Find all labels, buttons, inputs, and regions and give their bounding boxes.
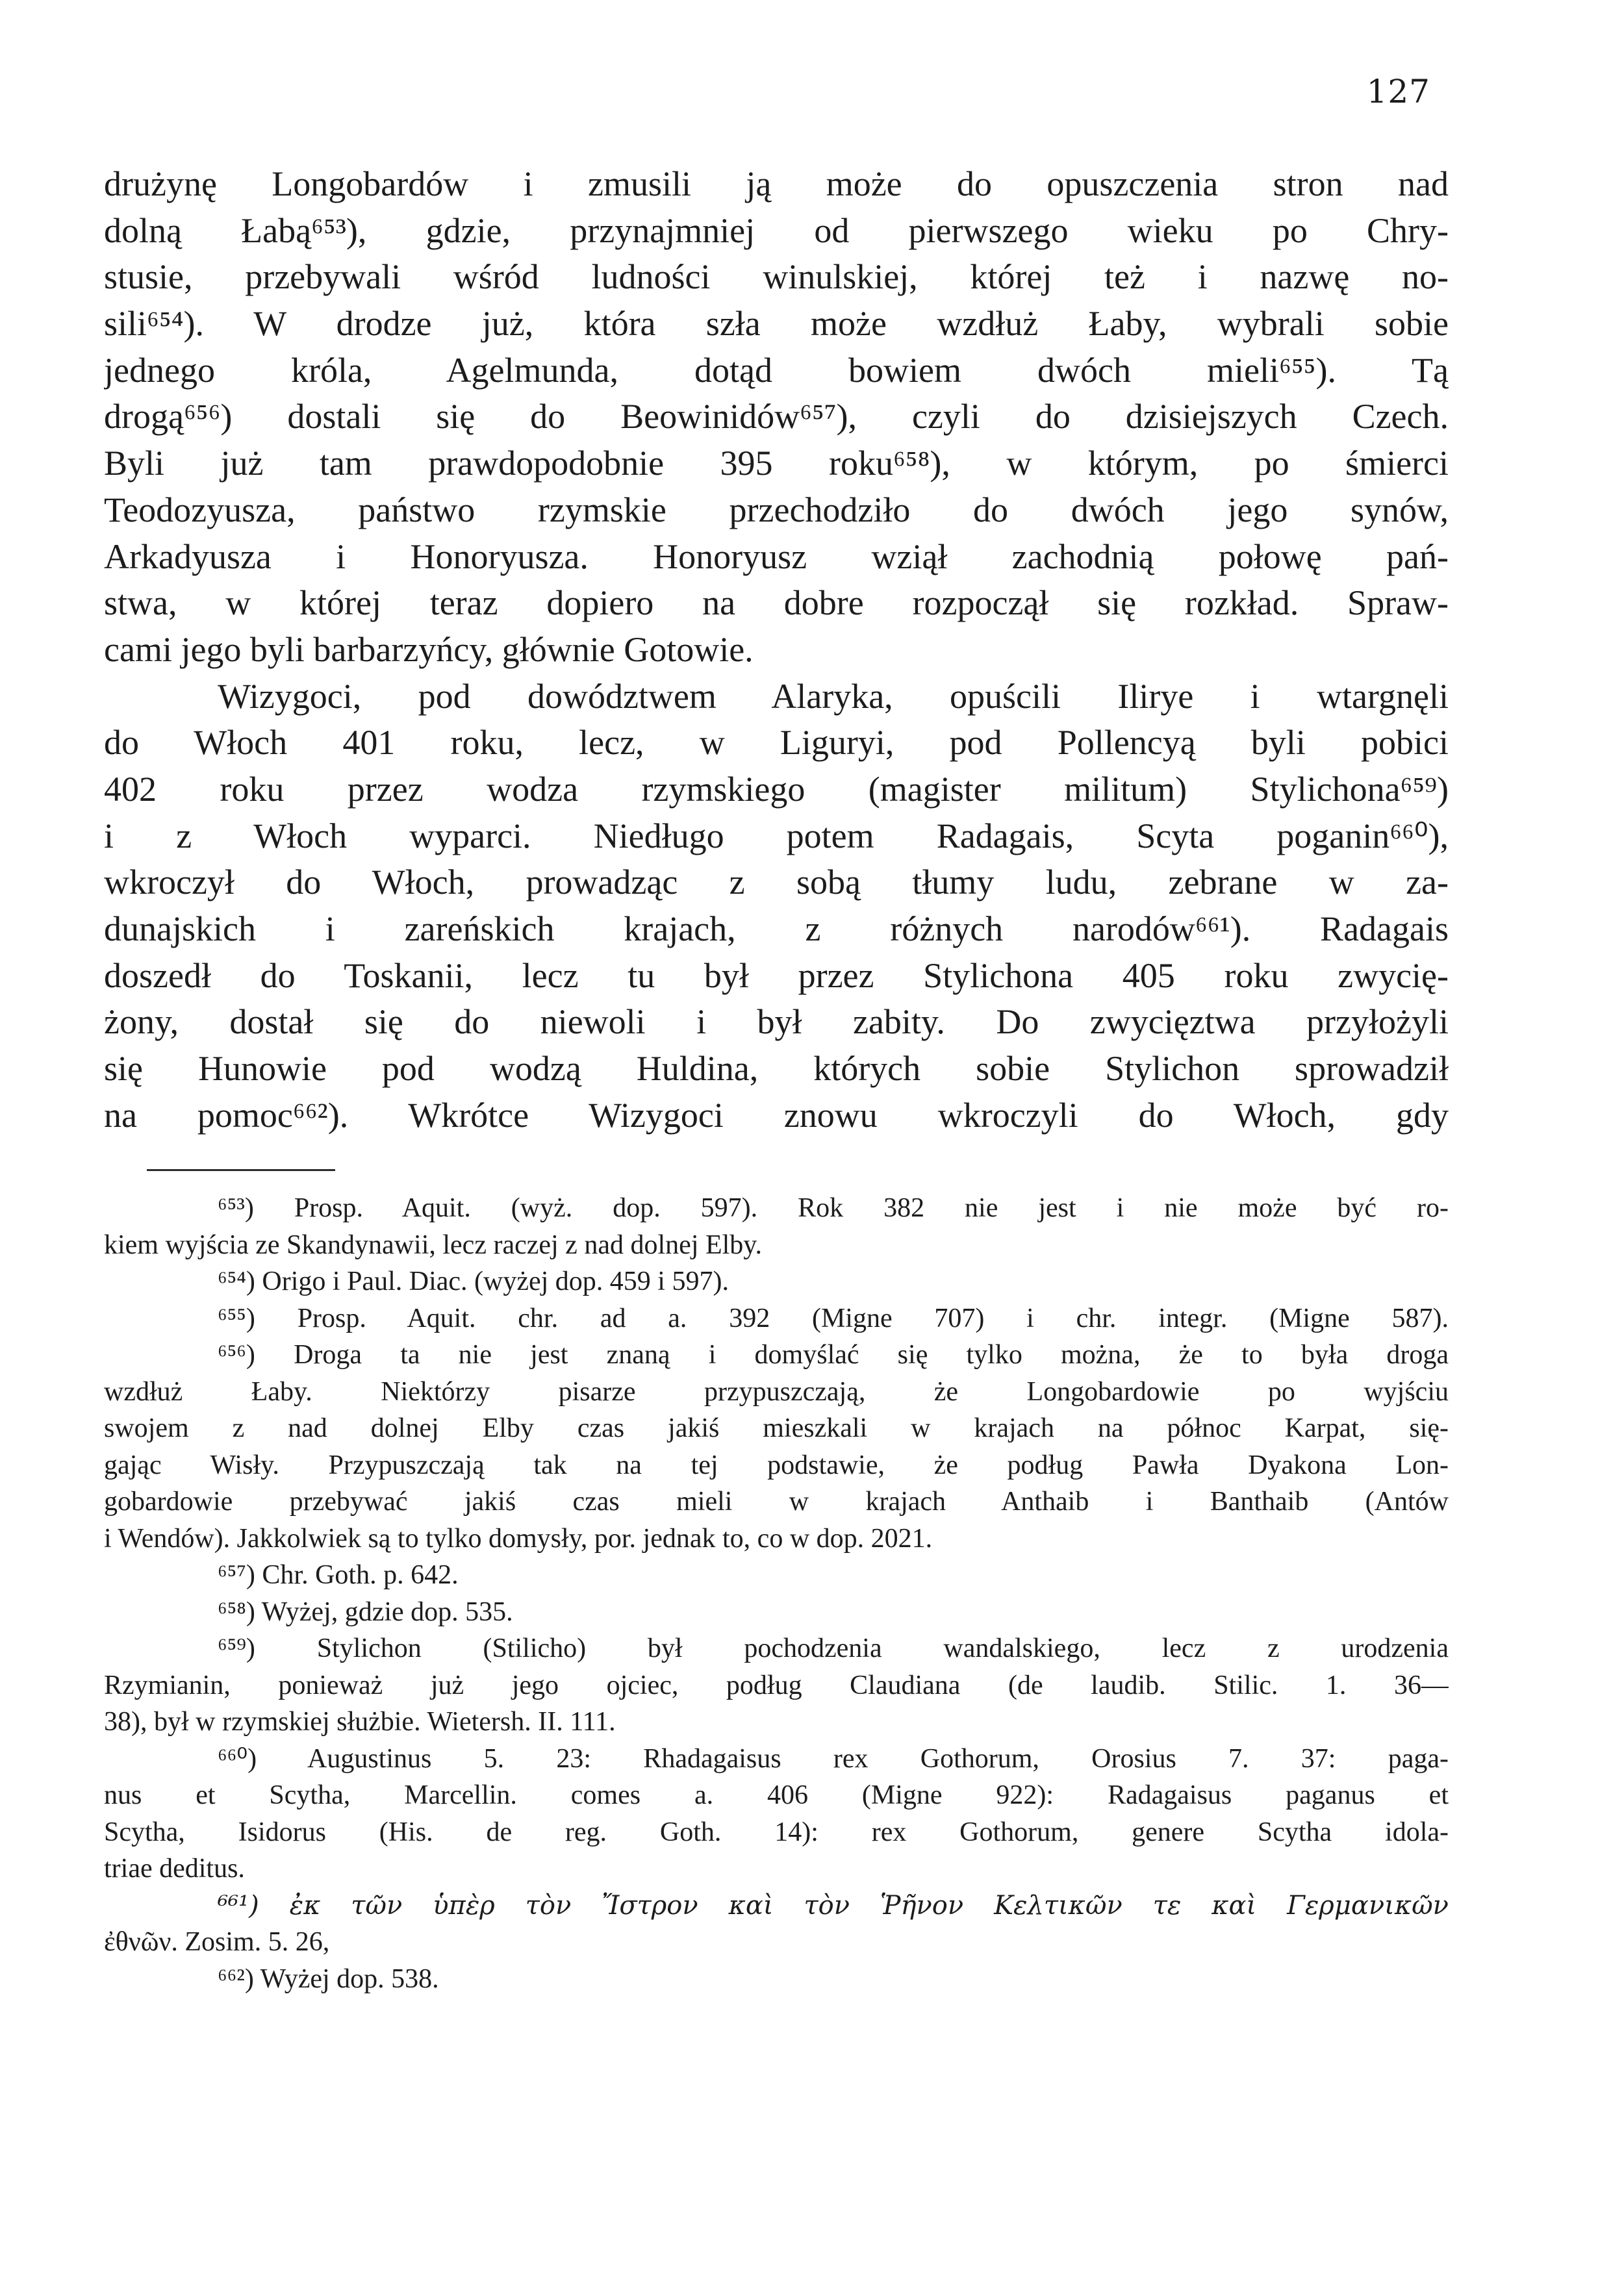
- footnotes: [104, 1190, 1449, 1997]
- footnote-line: Scytha, Isidorus (His. de reg. Goth. 14): rex Gothorum, genere Scytha idola-: [104, 1817, 1449, 1847]
- text-line: wkroczył do Włoch, prowadząc z sobą tłumy ludu, zebrane w za-: [104, 863, 1449, 902]
- footnote-line: ⁶⁶²) Wyżej dop. 538.: [218, 1963, 439, 1994]
- text-line: stusie, przebywali wśród ludności winulskiej, której też i nazwę no-: [104, 257, 1449, 297]
- text-line: Teodozyusza, państwo rzymskie przechodziło do dwóch jego synów,: [104, 490, 1449, 529]
- text-line: do Włoch 401 roku, lecz, w Liguryi, pod Pollencyą byli pobici: [104, 723, 1449, 763]
- text-line: dunajskich i zareńskich krajach, z różnych narodów⁶⁶¹). Radagais: [104, 909, 1449, 948]
- page-number: 127: [1366, 73, 1430, 110]
- main-text: [104, 161, 1449, 1139]
- text-line: cami jego byli barbarzyńcy, głównie Gotowie.: [104, 629, 754, 669]
- footnote-line: ⁶⁵⁸) Wyżej, gdzie dop. 535.: [218, 1596, 513, 1627]
- footnote-line: triae deditus.: [104, 1854, 245, 1884]
- footnote-line: nus et Scytha, Marcellin. comes a. 406 (Migne 922): Radagaisus paganus et: [104, 1780, 1449, 1810]
- text-line: na pomoc⁶⁶²). Wkrótce Wizygoci znowu wkroczyli do Włoch, gdy: [104, 1095, 1449, 1135]
- footnote-line: gając Wisły. Przypuszczają tak na tej podstawie, że podług Pawła Dyakona Lon-: [104, 1450, 1449, 1480]
- footnote-line: ⁶⁵⁷) Chr. Goth. p. 642.: [218, 1560, 459, 1590]
- text-line: się Hunowie pod wodzą Huldina, których sobie Stylichon sprowadził: [104, 1049, 1449, 1089]
- text-line: 402 roku przez wodza rzymskiego (magister militum) Stylichona⁶⁵⁹): [104, 769, 1449, 809]
- text-line: Arkadyusza i Honoryusza. Honoryusz wziął zachodnią połowę pań-: [104, 536, 1449, 576]
- footnote-line: 38), był w rzymskiej służbie. Wietersh. II. 111.: [104, 1707, 616, 1737]
- text-line: żony, dostał się do niewoli i był zabity. Do zwycięztwa przyłożyli: [104, 1002, 1449, 1042]
- text-line: Wizygoci, pod dowództwem Alaryka, opuścili Ilirye i wtargnęli: [218, 676, 1449, 716]
- text-line: drużynę Longobardów i zmusili ją może do opuszczenia stron nad: [104, 164, 1449, 203]
- text-line: i z Włoch wyparci. Niedługo potem Radagais, Scyta poganin⁶⁶⁰),: [104, 816, 1449, 855]
- footnote-line: ⁶⁵⁶) Droga ta nie jest znaną i domyślać się tylko można, że to była droga: [218, 1340, 1449, 1370]
- footnote-line: swojem z nad dolnej Elby czas jakiś mieszkali w krajach na północ Karpat, się-: [104, 1413, 1449, 1443]
- text-line: Byli już tam prawdopodobnie 395 roku⁶⁵⁸), w którym, po śmierci: [104, 444, 1449, 483]
- footnote-line: ⁶⁵⁹) Stylichon (Stilicho) był pochodzenia wandalskiego, lecz z urodzenia: [218, 1634, 1449, 1663]
- text-line: stwa, w której teraz dopiero na dobre rozpoczął się rozkład. Spraw-: [104, 583, 1449, 623]
- footnote-line: gobardowie przebywać jakiś czas mieli w krajach Anthaib i Banthaib (Antów: [104, 1487, 1449, 1517]
- footnote-line: wzdłuż Łaby. Niektórzy pisarze przypuszczają, że Longobardowie po wyjściu: [104, 1376, 1449, 1407]
- footnote-line: ⁶⁵⁴) Origo i Paul. Diac. (wyżej dop. 459 i 597).: [218, 1267, 729, 1296]
- footnote-line: ἐθνῶν. Zosim. 5. 26,: [104, 1927, 330, 1957]
- footnote-line: ⁶⁵⁵) Prosp. Aquit. chr. ad a. 392 (Migne 707) i chr. integr. (Migne 587).: [218, 1303, 1449, 1333]
- footnote-line: ⁶⁶⁰) Augustinus 5. 23: Rhadagaisus rex Gothorum, Orosius 7. 37: paga-: [218, 1743, 1449, 1774]
- text-line: doszedł do Toskanii, lecz tu był przez Stylichona 405 roku zwycię-: [104, 955, 1449, 995]
- footnote-divider: [147, 1169, 335, 1171]
- text-line: sili⁶⁵⁴). W drodze już, która szła może wzdłuż Łaby, wybrali sobie: [104, 304, 1449, 344]
- text-line: drogą⁶⁵⁶) dostali się do Beowinidów⁶⁵⁷), czyli do dzisiejszych Czech.: [104, 397, 1449, 436]
- text-line: dolną Łabą⁶⁵³), gdzie, przynajmniej od pierwszego wieku po Chry-: [104, 210, 1449, 250]
- footnote-line: i Wendów). Jakkolwiek są to tylko domysły, por. jednak to, co w dop. 2021.: [104, 1523, 933, 1554]
- footnote-line: kiem wyjścia ze Skandynawii, lecz raczej z nad dolnej Elby.: [104, 1230, 763, 1260]
- footnote-line-greek: ⁶⁶¹) ἐκ τῶν ὑπὲρ τὸν Ἴστρον καὶ τὸν Ῥῆνον Κελτικῶν τε καὶ Γερμανικῶν: [218, 1890, 1449, 1921]
- footnote-line: ⁶⁵³) Prosp. Aquit. (wyż. dop. 597). Rok 382 nie jest i nie może być ro-: [218, 1193, 1449, 1223]
- text-line: jednego króla, Agelmunda, dotąd bowiem dwóch mieli⁶⁵⁵). Tą: [104, 350, 1449, 390]
- footnote-line: Rzymianin, ponieważ już jego ojciec, podług Claudiana (de laudib. Stilic. 1. 36—: [104, 1670, 1449, 1700]
